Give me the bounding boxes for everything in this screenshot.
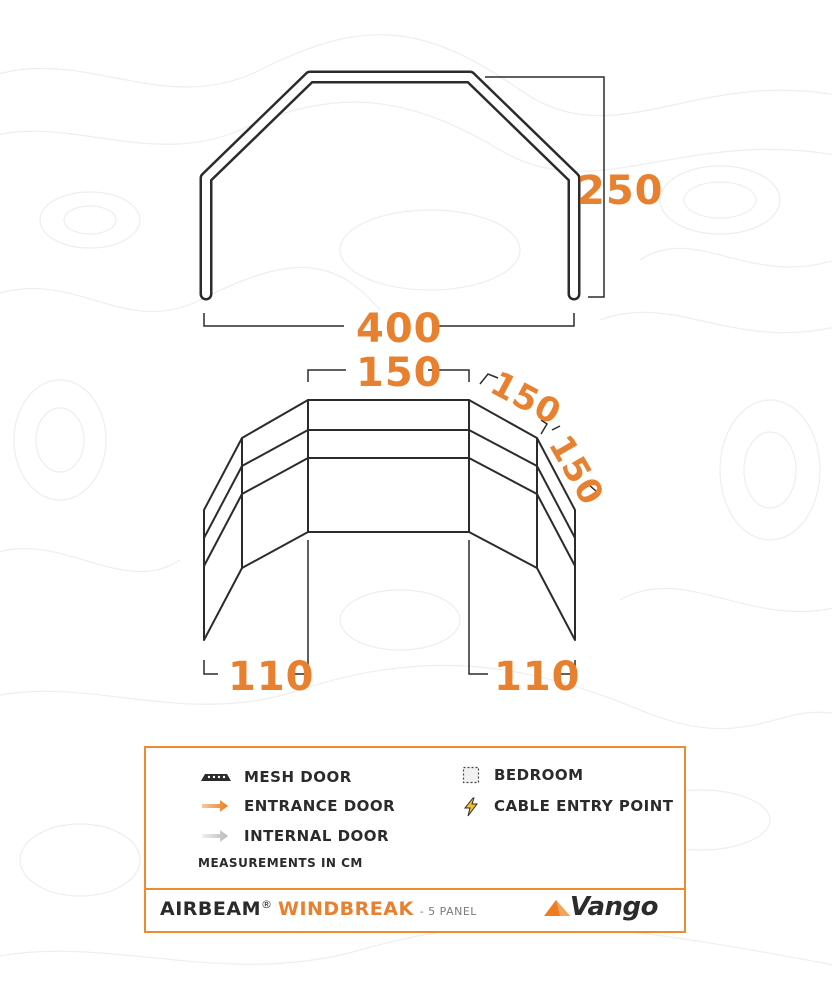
height-label: 250: [577, 168, 664, 214]
legend-divider: [146, 888, 684, 890]
entrance-door-label: ENTRANCE DOOR: [244, 797, 396, 815]
mesh-door-label: MESH DOOR: [244, 768, 352, 786]
legend-mesh-door: [198, 768, 352, 786]
angled-panel-1-label: 150: [483, 363, 568, 434]
angled-panel-2-label: 150: [540, 428, 612, 513]
grey-arrow-icon: [198, 827, 234, 845]
legend-panel: [144, 746, 686, 933]
side-right-label: 110: [494, 654, 581, 700]
internal-door-label: INTERNAL DOOR: [244, 827, 390, 845]
cable-entry-label: CABLE ENTRY POINT: [494, 797, 674, 815]
airbeam-frame: [206, 77, 574, 294]
legend-internal-door: [198, 827, 389, 845]
measurements-note: MEASUREMENTS IN CM: [198, 856, 363, 870]
product-brand: AIRBEAM: [160, 898, 261, 920]
legend-cable-entry: [462, 797, 674, 815]
product-title: [160, 898, 477, 920]
orange-arrow-icon: [198, 797, 234, 815]
windbreak-panels: [204, 400, 575, 640]
lightning-bolt-icon: [462, 797, 484, 815]
vango-logo: [542, 892, 658, 922]
tent-icon: [542, 896, 572, 918]
bedroom-icon: [462, 766, 484, 784]
bedroom-label: BEDROOM: [494, 766, 584, 784]
front-panel-label: 150: [356, 350, 443, 396]
legend-bedroom: [462, 766, 584, 784]
mesh-door-icon: [198, 768, 234, 786]
width-label: 400: [356, 306, 443, 352]
product-variant: - 5 PANEL: [419, 905, 477, 918]
product-name: WINDBREAK: [277, 898, 414, 920]
side-left-label: 110: [228, 654, 315, 700]
registered-mark: ®: [260, 898, 272, 911]
logo-text: Vango: [569, 892, 658, 922]
legend-entrance-door: [198, 797, 395, 815]
